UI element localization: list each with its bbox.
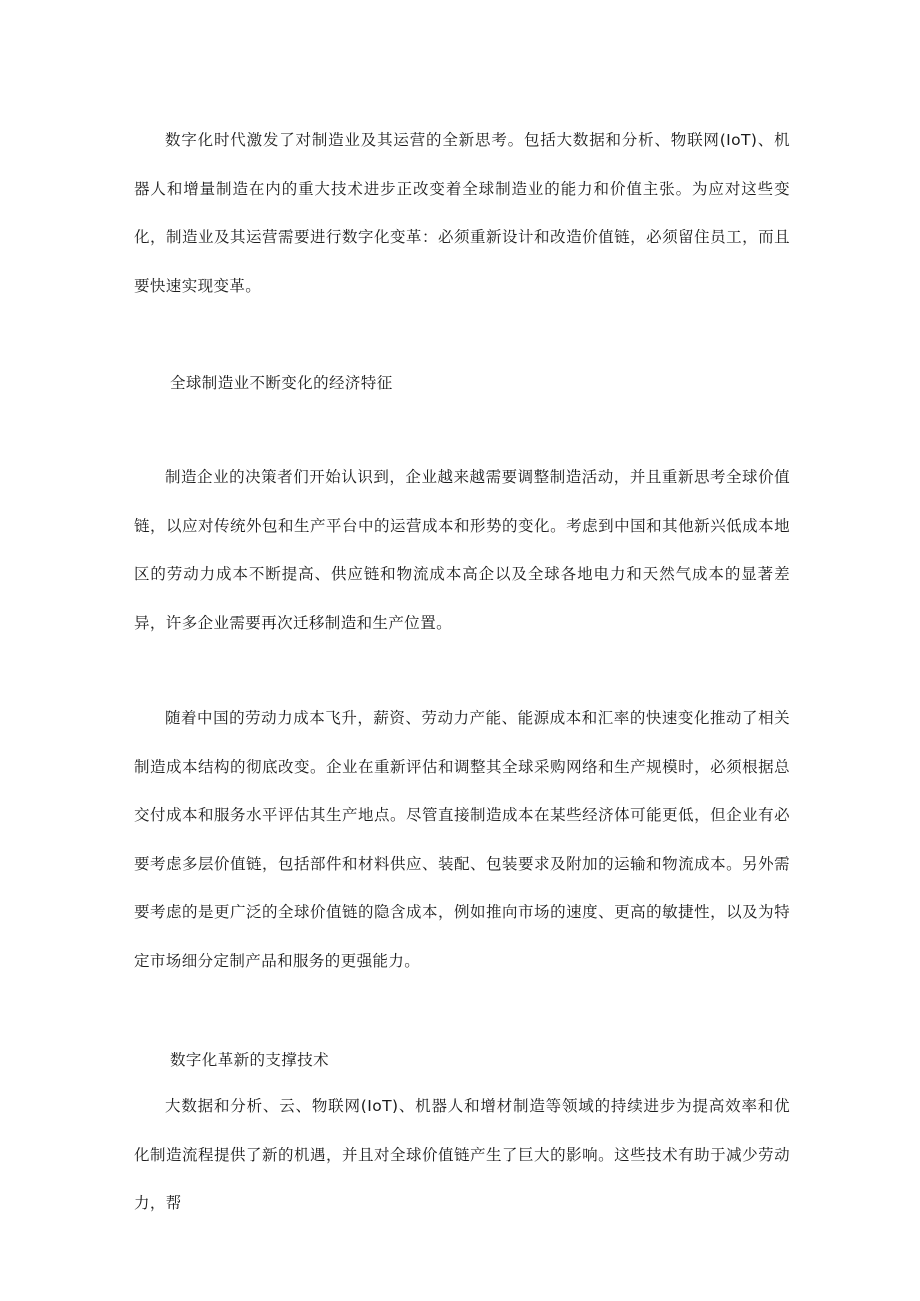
intro-paragraph: 数字化时代激发了对制造业及其运营的全新思考。包括大数据和分析、物联网(IoT)、机器人和增量制造在内的重大技术进步正改变着全球制造业的能力和价值主张。为应对这些变化，制造业及其运营需要进行数字化变革：必须重新设计和改造价值链，必须留住员工，而且要快速实现变革。 <box>134 131 790 295</box>
economics-paragraph-1: 制造企业的决策者们开始认识到，企业越来越需要调整制造活动，并且重新思考全球价值链，以应对传统外包和生产平台中的运营成本和形势的变化。考虑到中国和其他新兴低成本地区的劳动力成本不断提高、供应链和物流成本高企以及全球各地电力和天然气成本的显著差异，许多企业需要再次迁移制造和生产位置。 <box>134 468 790 632</box>
technologies-paragraph: 大数据和分析、云、物联网(IoT)、机器人和增材制造等领域的持续进步为提高效率和优化制造流程提供了新的机遇，并且对全球价值链产生了巨大的影响。这些技术有助于减少劳动力，帮 <box>134 1097 790 1212</box>
section-heading-economics: 全球制造业不断变化的经济特征 <box>170 374 393 392</box>
section-heading-technologies: 数字化革新的支撑技术 <box>170 1051 330 1069</box>
economics-paragraph-2: 随着中国的劳动力成本飞升，薪资、劳动力产能、能源成本和汇率的快速变化推动了相关制造成本结构的彻底改变。企业在重新评估和调整其全球采购网络和生产规模时，必须根据总交付成本和服务水平评估其生产地点。尽管直接制造成本在某些经济体可能更低，但企业有必要考虑多层价值链，包括部件和材料供应、装配、包装要求及附加的运输和物流成本。另外需要考虑的是更广泛的全球价值链的隐含成本，例如推向市场的速度、更高的敏捷性，以及为特定市场细分定制产品和服务的更强能力。 <box>134 709 790 970</box>
